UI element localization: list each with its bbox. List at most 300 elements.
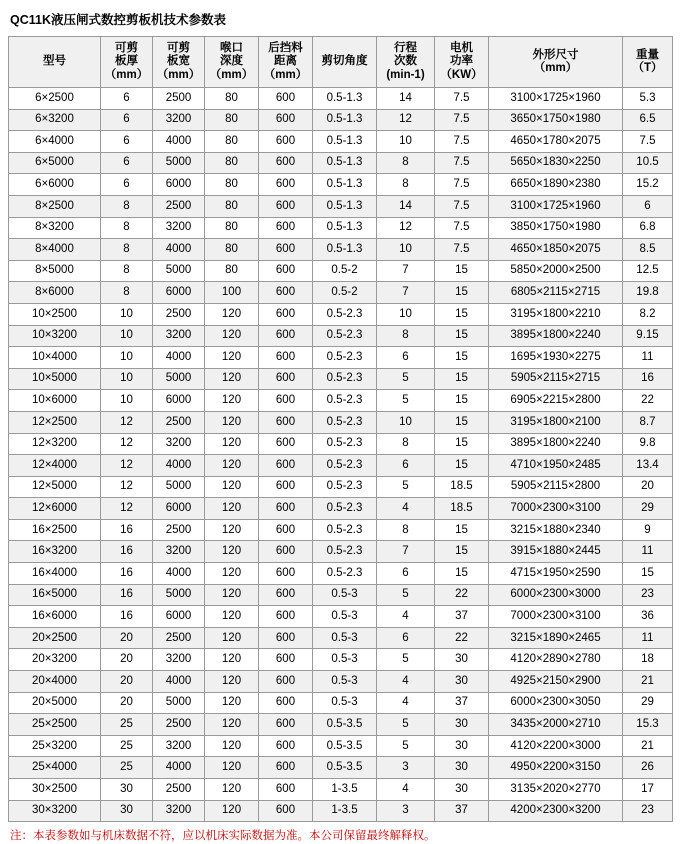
model-cell: 12×3200 bbox=[9, 433, 101, 455]
table-row bbox=[9, 692, 673, 714]
table-cell: 0.5-2.3 bbox=[313, 498, 377, 520]
model-cell: 8×6000 bbox=[9, 282, 101, 304]
table-row bbox=[9, 714, 673, 736]
table-cell: 600 bbox=[259, 390, 313, 412]
table-cell: 15 bbox=[435, 519, 489, 541]
table-cell: 8.2 bbox=[623, 303, 673, 325]
table-cell: 120 bbox=[205, 325, 259, 347]
table-cell: 16 bbox=[101, 519, 153, 541]
table-cell: 3100×1725×1960 bbox=[489, 88, 623, 110]
table-cell: 25 bbox=[101, 735, 153, 757]
table-row bbox=[9, 303, 673, 325]
table-cell: 0.5-3 bbox=[313, 649, 377, 671]
table-cell: 2500 bbox=[153, 195, 205, 217]
table-cell: 120 bbox=[205, 390, 259, 412]
table-cell: 600 bbox=[259, 303, 313, 325]
table-cell: 6 bbox=[377, 455, 435, 477]
table-cell: 10 bbox=[101, 347, 153, 369]
table-cell: 8 bbox=[101, 260, 153, 282]
table-cell: 600 bbox=[259, 606, 313, 628]
table-cell: 4000 bbox=[153, 757, 205, 779]
table-cell: 5 bbox=[377, 390, 435, 412]
table-cell: 120 bbox=[205, 519, 259, 541]
table-row bbox=[9, 800, 673, 822]
table-cell: 600 bbox=[259, 195, 313, 217]
table-cell: 120 bbox=[205, 627, 259, 649]
column-header-4 bbox=[259, 37, 313, 88]
table-cell: 120 bbox=[205, 411, 259, 433]
table-cell: 16 bbox=[623, 368, 673, 390]
table-cell: 4 bbox=[377, 498, 435, 520]
column-header-line: 功率 bbox=[450, 55, 473, 68]
column-header-line: （mm） bbox=[263, 68, 308, 81]
table-cell: 0.5-1.3 bbox=[313, 131, 377, 153]
table-cell: 600 bbox=[259, 174, 313, 196]
table-cell: 0.5-3 bbox=[313, 584, 377, 606]
table-cell: 2500 bbox=[153, 714, 205, 736]
table-cell: 80 bbox=[205, 152, 259, 174]
table-cell: 4950×2200×3150 bbox=[489, 757, 623, 779]
table-cell: 5905×2115×2715 bbox=[489, 368, 623, 390]
table-cell: 8 bbox=[377, 152, 435, 174]
table-cell: 14 bbox=[377, 88, 435, 110]
table-cell: 30 bbox=[435, 779, 489, 801]
table-cell: 12 bbox=[101, 433, 153, 455]
table-cell: 0.5-2.3 bbox=[313, 325, 377, 347]
model-cell: 8×3200 bbox=[9, 217, 101, 239]
table-row bbox=[9, 671, 673, 693]
table-cell: 6000 bbox=[153, 498, 205, 520]
table-cell: 20 bbox=[623, 476, 673, 498]
table-row bbox=[9, 282, 673, 304]
table-cell: 6 bbox=[377, 347, 435, 369]
table-cell: 30 bbox=[435, 649, 489, 671]
table-cell: 120 bbox=[205, 563, 259, 585]
model-cell: 6×2500 bbox=[9, 88, 101, 110]
table-cell: 8 bbox=[101, 195, 153, 217]
table-cell: 5000 bbox=[153, 692, 205, 714]
table-cell: 120 bbox=[205, 714, 259, 736]
table-cell: 21 bbox=[623, 671, 673, 693]
column-header-line: 外形尺寸 bbox=[532, 48, 579, 61]
table-cell: 5 bbox=[377, 649, 435, 671]
table-cell: 3200 bbox=[153, 433, 205, 455]
table-cell: 8 bbox=[101, 282, 153, 304]
table-cell: 5 bbox=[377, 368, 435, 390]
table-cell: 5 bbox=[377, 476, 435, 498]
model-cell: 12×6000 bbox=[9, 498, 101, 520]
column-header-2 bbox=[153, 37, 205, 88]
table-cell: 7 bbox=[377, 260, 435, 282]
column-header-line: 型号 bbox=[43, 55, 66, 68]
table-cell: 12 bbox=[377, 109, 435, 131]
table-cell: 600 bbox=[259, 282, 313, 304]
spec-table bbox=[8, 36, 673, 822]
table-cell: 0.5-3.5 bbox=[313, 757, 377, 779]
table-cell: 10 bbox=[377, 239, 435, 261]
column-header-line: 板宽 bbox=[167, 55, 190, 68]
table-header bbox=[9, 37, 673, 88]
table-cell: 5850×2000×2500 bbox=[489, 260, 623, 282]
table-cell: 3215×1890×2465 bbox=[489, 627, 623, 649]
table-cell: 6905×2215×2800 bbox=[489, 390, 623, 412]
table-cell: 0.5-3.5 bbox=[313, 735, 377, 757]
table-cell: 120 bbox=[205, 541, 259, 563]
table-cell: 15 bbox=[435, 347, 489, 369]
table-cell: 2500 bbox=[153, 88, 205, 110]
model-cell: 6×6000 bbox=[9, 174, 101, 196]
table-cell: 80 bbox=[205, 131, 259, 153]
table-cell: 10 bbox=[101, 325, 153, 347]
table-cell: 4000 bbox=[153, 239, 205, 261]
table-cell: 30 bbox=[101, 779, 153, 801]
table-cell: 600 bbox=[259, 152, 313, 174]
table-cell: 120 bbox=[205, 649, 259, 671]
table-cell: 15 bbox=[435, 390, 489, 412]
table-cell: 29 bbox=[623, 498, 673, 520]
table-cell: 3 bbox=[377, 800, 435, 822]
table-cell: 0.5-2.3 bbox=[313, 476, 377, 498]
table-cell: 600 bbox=[259, 368, 313, 390]
table-cell: 600 bbox=[259, 757, 313, 779]
table-cell: 80 bbox=[205, 260, 259, 282]
model-cell: 8×4000 bbox=[9, 239, 101, 261]
table-cell: 3650×1750×1980 bbox=[489, 109, 623, 131]
table-cell: 100 bbox=[205, 282, 259, 304]
table-cell: 5 bbox=[377, 584, 435, 606]
table-cell: 120 bbox=[205, 800, 259, 822]
table-cell: 2500 bbox=[153, 779, 205, 801]
table-cell: 0.5-2.3 bbox=[313, 519, 377, 541]
table-cell: 10.5 bbox=[623, 152, 673, 174]
table-cell: 7 bbox=[377, 282, 435, 304]
column-header-line: 距离 bbox=[274, 55, 297, 68]
table-cell: 12 bbox=[101, 498, 153, 520]
table-cell: 80 bbox=[205, 239, 259, 261]
column-header-line: （T） bbox=[632, 62, 663, 74]
table-cell: 120 bbox=[205, 757, 259, 779]
table-cell: 11 bbox=[623, 347, 673, 369]
model-cell: 6×4000 bbox=[9, 131, 101, 153]
model-cell: 10×6000 bbox=[9, 390, 101, 412]
table-cell: 19.8 bbox=[623, 282, 673, 304]
table-row bbox=[9, 433, 673, 455]
table-cell: 600 bbox=[259, 217, 313, 239]
column-header-line: （mm） bbox=[533, 62, 578, 74]
model-cell: 10×2500 bbox=[9, 303, 101, 325]
table-cell: 15 bbox=[435, 368, 489, 390]
table-cell: 6805×2115×2715 bbox=[489, 282, 623, 304]
table-cell: 25 bbox=[101, 714, 153, 736]
table-cell: 20 bbox=[101, 671, 153, 693]
table-cell: 26 bbox=[623, 757, 673, 779]
table-cell: 1695×1930×2275 bbox=[489, 347, 623, 369]
table-cell: 6.5 bbox=[623, 109, 673, 131]
table-cell: 6000×2300×3050 bbox=[489, 692, 623, 714]
table-cell: 7.5 bbox=[435, 88, 489, 110]
table-row bbox=[9, 239, 673, 261]
table-cell: 600 bbox=[259, 411, 313, 433]
table-cell: 600 bbox=[259, 519, 313, 541]
table-cell: 22 bbox=[435, 627, 489, 649]
table-cell: 80 bbox=[205, 88, 259, 110]
table-cell: 120 bbox=[205, 455, 259, 477]
model-cell: 16×4000 bbox=[9, 563, 101, 585]
table-cell: 6000×2300×3000 bbox=[489, 584, 623, 606]
table-cell: 120 bbox=[205, 498, 259, 520]
table-cell: 4650×1850×2075 bbox=[489, 239, 623, 261]
table-cell: 600 bbox=[259, 800, 313, 822]
table-cell: 600 bbox=[259, 260, 313, 282]
table-body bbox=[9, 88, 673, 822]
table-row bbox=[9, 757, 673, 779]
column-header-line: 行程 bbox=[394, 42, 417, 55]
table-row bbox=[9, 411, 673, 433]
column-header-line: 可剪 bbox=[115, 42, 138, 55]
column-header-6 bbox=[377, 37, 435, 88]
table-cell: 600 bbox=[259, 498, 313, 520]
table-cell: 0.5-3 bbox=[313, 692, 377, 714]
table-cell: 15.3 bbox=[623, 714, 673, 736]
table-cell: 0.5-3 bbox=[313, 627, 377, 649]
page-title: QC11K液压闸式数控剪板机技术参数表 bbox=[10, 13, 226, 27]
column-header-7 bbox=[435, 37, 489, 88]
table-cell: 23 bbox=[623, 800, 673, 822]
table-cell: 11 bbox=[623, 627, 673, 649]
model-cell: 20×5000 bbox=[9, 692, 101, 714]
table-cell: 5.3 bbox=[623, 88, 673, 110]
table-cell: 5000 bbox=[153, 584, 205, 606]
column-header-line: 板厚 bbox=[115, 55, 138, 68]
table-cell: 18.5 bbox=[435, 498, 489, 520]
table-cell: 15 bbox=[435, 303, 489, 325]
column-header-line: 喉口 bbox=[220, 42, 243, 55]
model-cell: 25×2500 bbox=[9, 714, 101, 736]
table-cell: 4120×2890×2780 bbox=[489, 649, 623, 671]
model-cell: 16×6000 bbox=[9, 606, 101, 628]
table-row bbox=[9, 627, 673, 649]
column-header-line: 重量 bbox=[636, 48, 659, 61]
table-cell: 37 bbox=[435, 606, 489, 628]
table-cell: 6000 bbox=[153, 390, 205, 412]
table-cell: 3200 bbox=[153, 800, 205, 822]
table-cell: 12 bbox=[377, 217, 435, 239]
model-cell: 10×3200 bbox=[9, 325, 101, 347]
table-cell: 11 bbox=[623, 541, 673, 563]
table-cell: 13.4 bbox=[623, 455, 673, 477]
table-cell: 7.5 bbox=[435, 217, 489, 239]
table-cell: 15 bbox=[435, 541, 489, 563]
table-row bbox=[9, 735, 673, 757]
table-cell: 15 bbox=[435, 325, 489, 347]
table-row bbox=[9, 217, 673, 239]
column-header-line: （mm） bbox=[156, 68, 201, 81]
table-cell: 6 bbox=[101, 88, 153, 110]
table-cell: 4000 bbox=[153, 671, 205, 693]
table-cell: 10 bbox=[101, 390, 153, 412]
table-cell: 4000 bbox=[153, 563, 205, 585]
table-cell: 16 bbox=[101, 584, 153, 606]
table-cell: 0.5-2.3 bbox=[313, 368, 377, 390]
table-cell: 20 bbox=[101, 692, 153, 714]
model-cell: 20×2500 bbox=[9, 627, 101, 649]
table-cell: 3195×1800×2210 bbox=[489, 303, 623, 325]
model-cell: 16×3200 bbox=[9, 541, 101, 563]
table-cell: 0.5-3 bbox=[313, 606, 377, 628]
table-cell: 30 bbox=[435, 714, 489, 736]
table-cell: 120 bbox=[205, 692, 259, 714]
table-cell: 600 bbox=[259, 109, 313, 131]
table-row bbox=[9, 390, 673, 412]
table-cell: 600 bbox=[259, 584, 313, 606]
table-cell: 23 bbox=[623, 584, 673, 606]
table-row bbox=[9, 88, 673, 110]
table-cell: 0.5-1.3 bbox=[313, 109, 377, 131]
model-cell: 30×2500 bbox=[9, 779, 101, 801]
model-cell: 12×2500 bbox=[9, 411, 101, 433]
table-cell: 3135×2020×2770 bbox=[489, 779, 623, 801]
table-cell: 36 bbox=[623, 606, 673, 628]
table-row bbox=[9, 368, 673, 390]
table-cell: 9 bbox=[623, 519, 673, 541]
table-cell: 600 bbox=[259, 563, 313, 585]
table-cell: 0.5-2.3 bbox=[313, 390, 377, 412]
table-cell: 120 bbox=[205, 476, 259, 498]
table-cell: 0.5-2.3 bbox=[313, 563, 377, 585]
table-cell: 8.5 bbox=[623, 239, 673, 261]
table-cell: 600 bbox=[259, 649, 313, 671]
table-cell: 7.5 bbox=[435, 109, 489, 131]
table-cell: 8 bbox=[377, 174, 435, 196]
table-cell: 10 bbox=[101, 303, 153, 325]
table-cell: 600 bbox=[259, 433, 313, 455]
table-cell: 3895×1800×2240 bbox=[489, 433, 623, 455]
table-cell: 30 bbox=[435, 735, 489, 757]
table-row bbox=[9, 779, 673, 801]
table-cell: 5000 bbox=[153, 152, 205, 174]
column-header-line: 深度 bbox=[220, 55, 243, 68]
model-cell: 20×3200 bbox=[9, 649, 101, 671]
table-cell: 0.5-2.3 bbox=[313, 433, 377, 455]
table-cell: 9.8 bbox=[623, 433, 673, 455]
table-cell: 600 bbox=[259, 671, 313, 693]
table-cell: 0.5-2.3 bbox=[313, 455, 377, 477]
table-cell: 1-3.5 bbox=[313, 800, 377, 822]
table-row bbox=[9, 606, 673, 628]
table-row bbox=[9, 476, 673, 498]
table-cell: 0.5-3 bbox=[313, 671, 377, 693]
table-cell: 10 bbox=[377, 303, 435, 325]
column-header-line: 次数 bbox=[394, 55, 417, 68]
table-cell: 120 bbox=[205, 368, 259, 390]
table-cell: 8.7 bbox=[623, 411, 673, 433]
table-row bbox=[9, 649, 673, 671]
column-header-0 bbox=[9, 37, 101, 88]
table-row bbox=[9, 109, 673, 131]
table-cell: 6000 bbox=[153, 606, 205, 628]
table-row bbox=[9, 260, 673, 282]
model-cell: 16×2500 bbox=[9, 519, 101, 541]
table-cell: 5 bbox=[377, 735, 435, 757]
table-cell: 4650×1780×2075 bbox=[489, 131, 623, 153]
model-cell: 12×5000 bbox=[9, 476, 101, 498]
table-cell: 10 bbox=[377, 411, 435, 433]
table-cell: 12 bbox=[101, 455, 153, 477]
table-cell: 15.2 bbox=[623, 174, 673, 196]
table-cell: 0.5-1.3 bbox=[313, 217, 377, 239]
model-cell: 20×4000 bbox=[9, 671, 101, 693]
table-cell: 2500 bbox=[153, 519, 205, 541]
column-header-line: 剪切角度 bbox=[321, 55, 368, 68]
table-row bbox=[9, 455, 673, 477]
table-cell: 600 bbox=[259, 714, 313, 736]
table-cell: 18.5 bbox=[435, 476, 489, 498]
table-cell: 15 bbox=[435, 563, 489, 585]
table-cell: 3215×1880×2340 bbox=[489, 519, 623, 541]
table-cell: 3435×2000×2710 bbox=[489, 714, 623, 736]
table-cell: 0.5-1.3 bbox=[313, 195, 377, 217]
table-row bbox=[9, 563, 673, 585]
table-cell: 7.5 bbox=[435, 195, 489, 217]
table-cell: 600 bbox=[259, 239, 313, 261]
table-cell: 0.5-2.3 bbox=[313, 541, 377, 563]
table-cell: 6 bbox=[101, 152, 153, 174]
table-cell: 3200 bbox=[153, 325, 205, 347]
column-header-line: 后挡料 bbox=[268, 42, 303, 55]
table-row bbox=[9, 519, 673, 541]
table-cell: 0.5-1.3 bbox=[313, 174, 377, 196]
table-cell: 600 bbox=[259, 779, 313, 801]
column-header-line: 可剪 bbox=[167, 42, 190, 55]
table-cell: 2500 bbox=[153, 411, 205, 433]
table-cell: 120 bbox=[205, 347, 259, 369]
table-cell: 7 bbox=[377, 541, 435, 563]
column-header-line: （mm） bbox=[104, 68, 149, 81]
table-row bbox=[9, 584, 673, 606]
column-header-line: （KW） bbox=[440, 68, 483, 81]
table-cell: 2500 bbox=[153, 627, 205, 649]
table-cell: 6 bbox=[101, 109, 153, 131]
table-cell: 12 bbox=[101, 476, 153, 498]
model-cell: 25×4000 bbox=[9, 757, 101, 779]
table-row bbox=[9, 325, 673, 347]
table-cell: 3200 bbox=[153, 541, 205, 563]
table-cell: 7.5 bbox=[435, 152, 489, 174]
table-cell: 4200×2300×3200 bbox=[489, 800, 623, 822]
table-row bbox=[9, 347, 673, 369]
table-cell: 10 bbox=[101, 368, 153, 390]
table-cell: 8 bbox=[101, 239, 153, 261]
table-cell: 6 bbox=[377, 563, 435, 585]
column-header-3 bbox=[205, 37, 259, 88]
table-cell: 0.5-3.5 bbox=[313, 714, 377, 736]
model-cell: 16×5000 bbox=[9, 584, 101, 606]
table-cell: 600 bbox=[259, 692, 313, 714]
table-cell: 3895×1800×2240 bbox=[489, 325, 623, 347]
table-cell: 4000 bbox=[153, 347, 205, 369]
table-cell: 6650×1890×2380 bbox=[489, 174, 623, 196]
table-cell: 15 bbox=[435, 282, 489, 304]
model-cell: 8×2500 bbox=[9, 195, 101, 217]
table-cell: 16 bbox=[101, 541, 153, 563]
table-cell: 16 bbox=[101, 606, 153, 628]
table-cell: 600 bbox=[259, 541, 313, 563]
table-cell: 600 bbox=[259, 131, 313, 153]
model-cell: 10×5000 bbox=[9, 368, 101, 390]
table-cell: 5000 bbox=[153, 260, 205, 282]
table-cell: 4000 bbox=[153, 131, 205, 153]
table-cell: 0.5-1.3 bbox=[313, 239, 377, 261]
